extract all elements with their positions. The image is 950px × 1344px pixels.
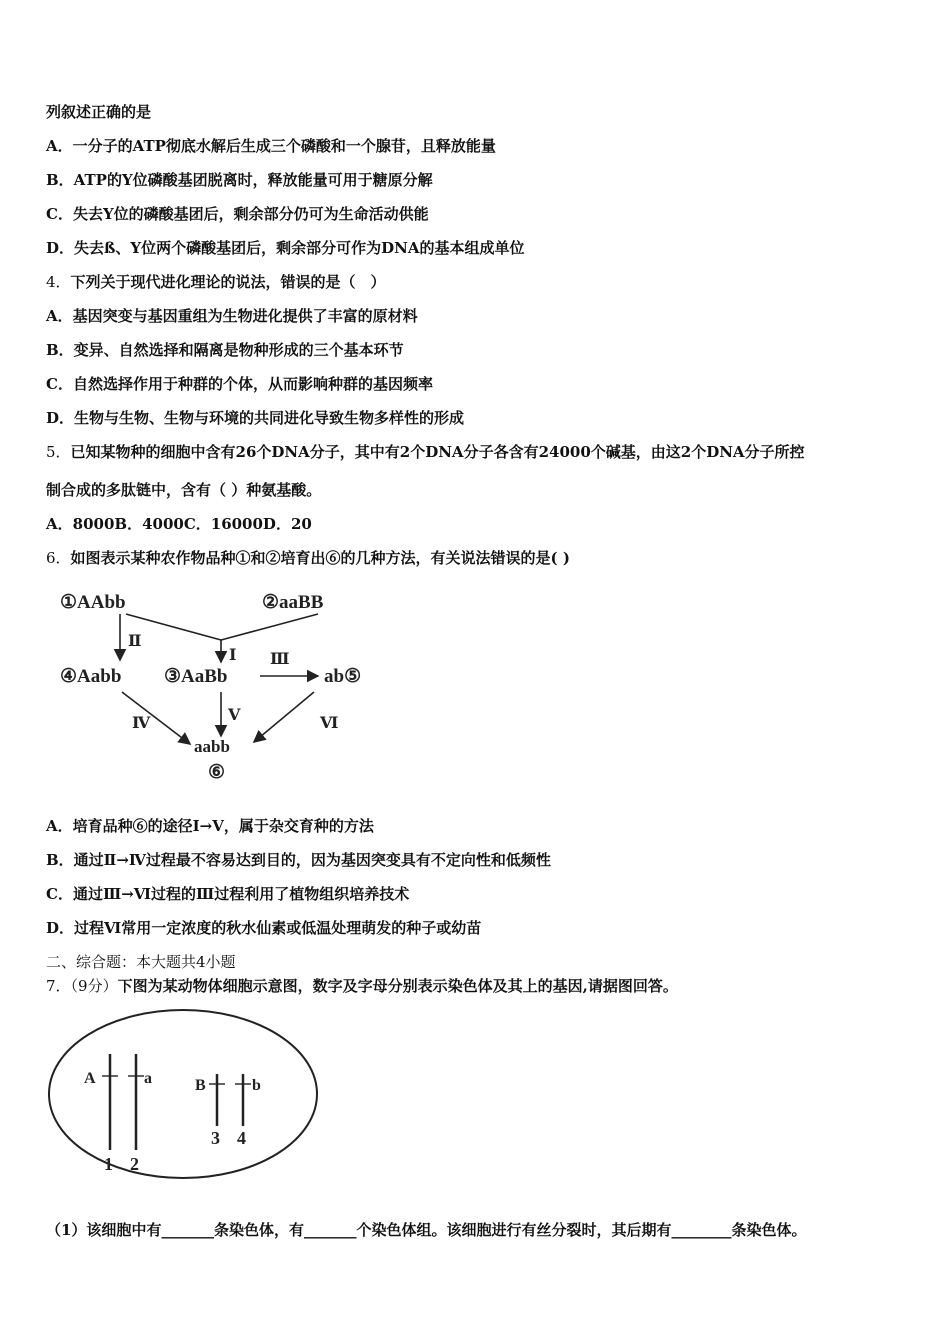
- q5-options: A．8000B．4000C．16000D．20: [46, 515, 312, 533]
- route-II-label: Ⅱ: [128, 633, 142, 650]
- q3-option-d: D．失去ß、Y位两个磷酸基团后，剩余部分可作为DNA的基本组成单位: [46, 239, 525, 257]
- breeding-diagram: [56, 584, 396, 789]
- chromosome-1-number: 1: [104, 1154, 113, 1174]
- q4-option-c: C．自然选择作用于种群的个体，从而影响种群的基因频率: [46, 375, 433, 393]
- q4-stem: [46, 272, 386, 292]
- q5-number: 5．: [46, 443, 71, 461]
- q7-number: 7．: [46, 977, 71, 995]
- chromosome-4-number: 4: [237, 1128, 246, 1148]
- parent-2-label: ②aaBB: [262, 592, 324, 613]
- gene-b-label: b: [252, 1077, 261, 1094]
- offspring-4-label: ④Aabb: [60, 666, 122, 687]
- q4-option-d: D．生物与生物、生物与环境的共同进化导致生物多样性的形成: [46, 409, 465, 427]
- cell-diagram: [44, 1006, 322, 1188]
- arrow-VI: [254, 692, 314, 742]
- q6-option-c: C．通过Ⅲ→Ⅵ过程的Ⅲ过程利用了植物组织培养技术: [46, 885, 410, 903]
- q6-option-a: A．培育品种⑥的途径Ⅰ→V，属于杂交育种的方法: [46, 817, 374, 835]
- q6-option-b: B．通过Ⅱ→Ⅳ过程最不容易达到目的，因为基因突变具有不定向性和低频性: [46, 851, 551, 869]
- chromosome-3-number: 3: [211, 1128, 220, 1148]
- offspring-3-label: ③AaBb: [164, 666, 228, 687]
- q6-stem: [46, 548, 570, 568]
- q6-text: 如图表示某种农作物品种①和②培育出⑥的几种方法，有关说法错误的是( ): [70, 549, 570, 567]
- q4-option-b: B．变异、自然选择和隔离是物种形成的三个基本环节: [46, 341, 404, 359]
- q5-stem-line1: [46, 442, 805, 462]
- q3-option-c: C．失去Y位的磷酸基团后，剩余部分仍可为生命活动供能: [46, 205, 429, 223]
- cell-outline: [49, 1010, 317, 1178]
- q7-score: （9分）: [70, 977, 118, 995]
- offspring-6-genotype: aabb: [194, 737, 230, 756]
- q4-text: 下列关于现代进化理论的说法，错误的是（ ）: [70, 273, 386, 291]
- q7-text: 下图为某动物体细胞示意图，数字及字母分别表示染色体及其上的基因,请据图回答。: [117, 977, 678, 995]
- route-V-label: Ⅴ: [228, 707, 241, 724]
- q3-option-a: A．一分子的ATP彻底水解后生成三个磷酸和一个腺苷，且释放能量: [46, 137, 496, 155]
- q4-number: 4．: [46, 273, 71, 291]
- route-I-label: Ⅰ: [229, 647, 237, 664]
- q6-number: 6．: [46, 549, 71, 567]
- q5-stem-line2: 制合成的多肽链中，含有（ ）种氨基酸。: [46, 481, 322, 499]
- gene-a-label: a: [144, 1070, 152, 1087]
- section-2-heading: 二、综合题：本大题共4小题: [46, 953, 236, 971]
- route-VI-label: Ⅵ: [320, 715, 339, 732]
- q5-text: 已知某物种的细胞中含有26个DNA分子，其中有2个DNA分子各含有24000个碱基，由这2个DNA分子所控: [70, 443, 805, 461]
- q6-option-d: D．过程Ⅵ常用一定浓度的秋水仙素或低温处理萌发的种子或幼苗: [46, 919, 482, 937]
- q7-stem: [46, 976, 678, 996]
- route-III-label: Ⅲ: [270, 651, 290, 668]
- q3-intro: 列叙述正确的是: [46, 103, 152, 121]
- q3-option-b: B．ATP的Y位磷酸基团脱离时，释放能量可用于糖原分解: [46, 171, 433, 189]
- gene-A-label: A: [84, 1070, 96, 1087]
- route-IV-label: Ⅳ: [132, 715, 151, 732]
- parent-1-label: ①AAbb: [60, 592, 126, 613]
- chromosome-2-number: 2: [130, 1154, 139, 1174]
- offspring-5-label: ab⑤: [324, 666, 362, 687]
- q4-option-a: A．基因突变与基因重组为生物进化提供了丰富的原材料: [46, 307, 418, 325]
- q7-sub-question-1: （1）该细胞中有_______条染色体，有_______个染色体组。该细胞进行有丝分裂时，其后期有________条染色体。: [46, 1221, 807, 1239]
- gene-B-label: B: [195, 1077, 206, 1094]
- offspring-6-number: ⑥: [208, 762, 226, 783]
- cross-line-right: [221, 614, 318, 640]
